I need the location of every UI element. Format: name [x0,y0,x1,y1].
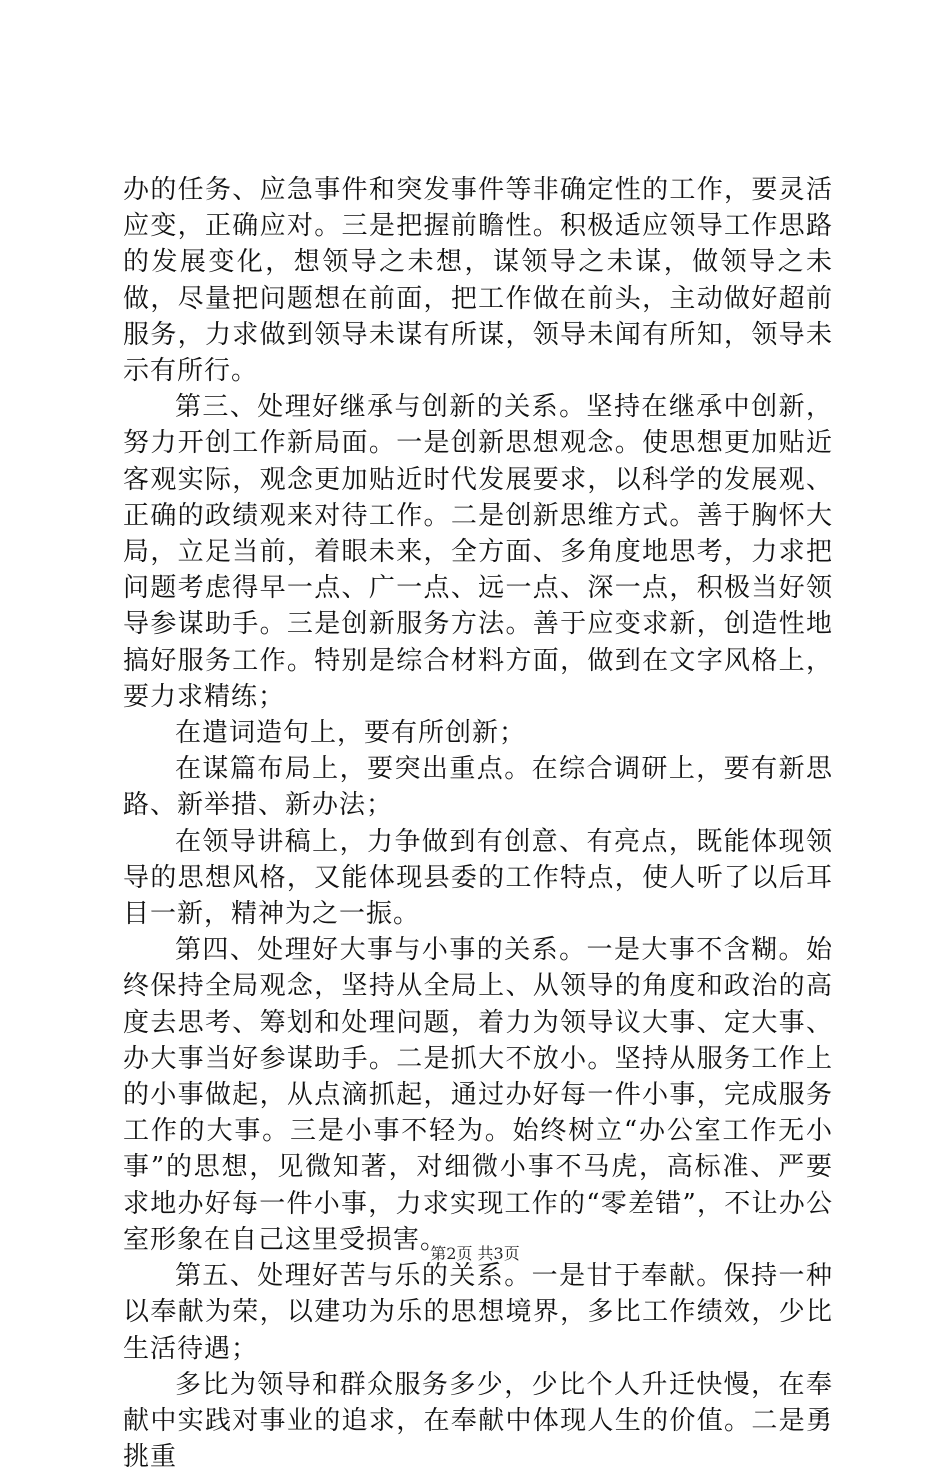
paragraph-5: 在领导讲稿上，力争做到有创意、有亮点，既能体现领导的思想风格，又能体现县委的工作特点，使人听了以后耳目一新，精神为之一振。 [123,826,833,930]
paragraph-7: 第五、处理好苦与乐的关系。一是甘于奉献。保持一种以奉献为荣，以建功为乐的思想境界，多比工作绩效，少比生活待遇； [123,1261,833,1364]
paragraph-1: 办的任务、应急事件和突发事件等非确定性的工作，要灵活应变，正确应对。三是把握前瞻性。积极适应领导工作思路的发展变化，想领导之未想，谋领导之未谋，做领导之未做，尽量把问题想在前面，把工作做在前头，主动做好超前服务，力求做到领导未谋有所谋，领导未闻有所知，领导未示有所行。 [123,175,833,387]
paragraph-8: 多比为领导和群众服务多少，少比个人升迁快慢，在奉献中实践对事业的追求，在奉献中体现人生的价值。二是勇挑重 [123,1369,833,1473]
document-body [123,172,833,1475]
page-footer: 第2页 共3页 [430,1244,520,1263]
paragraph-6: 第四、处理好大事与小事的关系。一是大事不含糊。始终保持全局观念，坚持从全局上、从领导的角度和政治的高度去思考、筹划和处理问题，着力为领导议大事、定大事、办大事当好参谋助手。二是抓大不放小。坚持从服务工作上的小事做起，从点滴抓起，通过办好每一件小事，完成服务工作的大事。三是小事不轻为。始终树立“办公室工作无小事”的思想，见微知著，对细微小事不马虎，高标准、严要求地办好每一件小事，力求实现工作的“零差错”，不让办公室形象在自己这里受损害。 [123,935,833,1255]
paragraph-3: 在遣词造句上，要有所创新； [175,718,527,749]
paragraph-4: 在谋篇布局上，要突出重点。在综合调研上，要有新思路、新举措、新办法； [123,754,833,821]
paragraph-2: 第三、处理好继承与创新的关系。坚持在继承中创新，努力开创工作新局面。一是创新思想观念。使思想更加贴近客观实际，观念更加贴近时代发展要求，以科学的发展观、正确的政绩观来对待工作。二是创新思维方式。善于胸怀大局，立足当前，着眼未来，全方面、多角度地思考，力求把问题考虑得早一点、广一点、远一点、深一点，积极当好领导参谋助手。三是创新服务方法。善于应变求新，创造性地搞好服务工作。特别是综合材料方面，做到在文字风格上，要力求精练； [123,392,833,712]
